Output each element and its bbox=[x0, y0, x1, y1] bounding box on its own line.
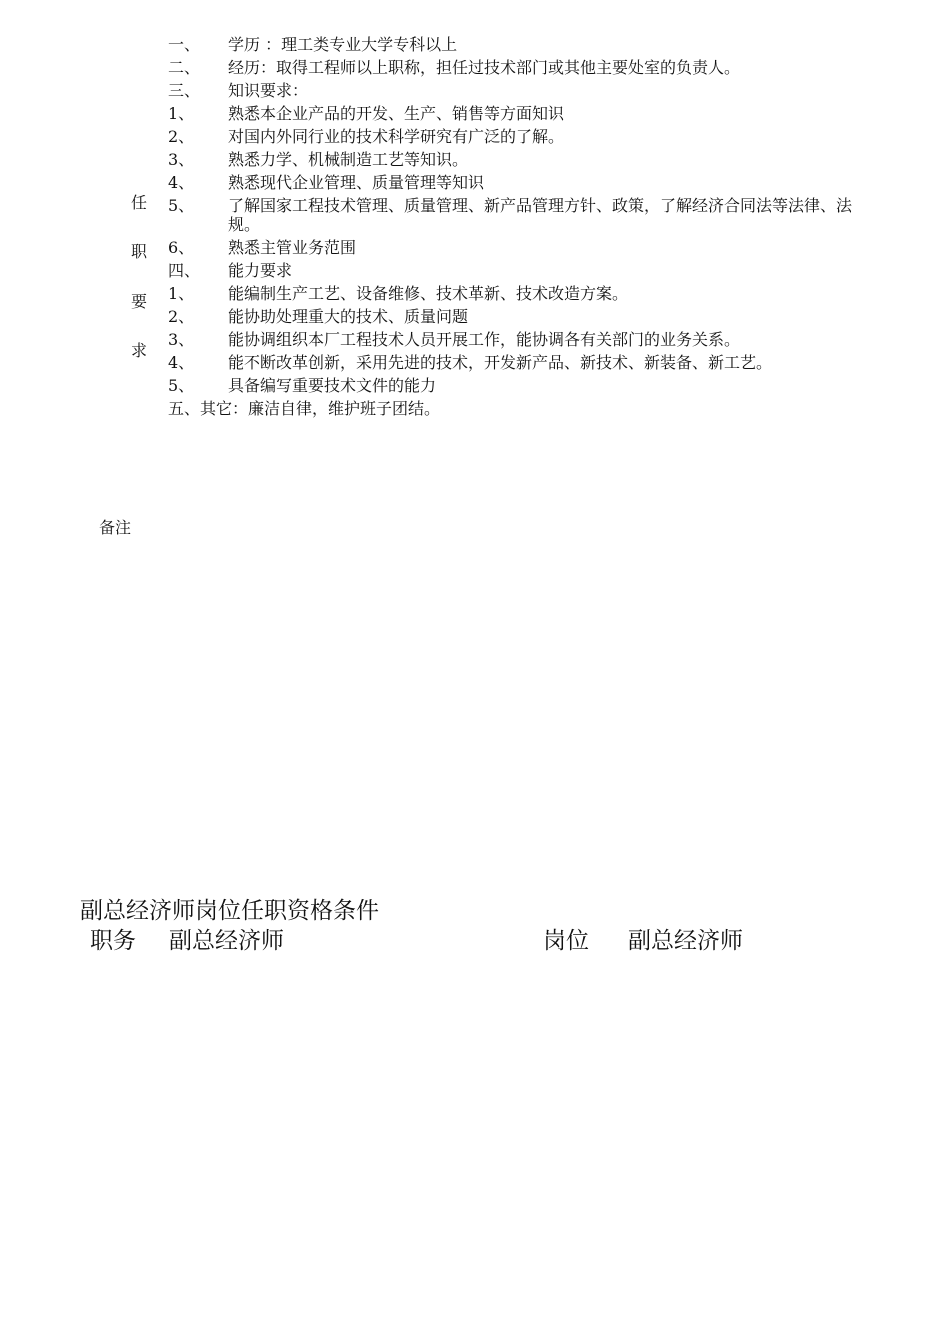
post-label: 岗位 bbox=[543, 928, 589, 954]
other-requirement: 五、其它：廉洁自律，维护班子团结。 bbox=[168, 399, 441, 418]
requirement-item bbox=[168, 33, 858, 56]
requirements-list bbox=[168, 33, 858, 420]
requirement-item bbox=[168, 305, 858, 328]
requirement-item bbox=[168, 259, 858, 282]
duty-value: 副总经济师 bbox=[169, 928, 284, 954]
requirement-number: 三、 bbox=[168, 81, 201, 100]
requirement-number: 3、 bbox=[168, 330, 195, 349]
requirement-item bbox=[168, 236, 858, 259]
requirement-number: 四、 bbox=[168, 261, 201, 280]
requirement-number: 2、 bbox=[168, 307, 195, 326]
requirement-item bbox=[168, 374, 858, 397]
requirement-item bbox=[168, 171, 858, 194]
requirement-text: 能协助处理重大的技术、质量问题 bbox=[228, 307, 469, 326]
requirement-number: 1、 bbox=[168, 284, 195, 303]
requirement-text: 具备编写重要技术文件的能力 bbox=[228, 376, 437, 395]
requirement-text: 熟悉力学、机械制造工艺等知识。 bbox=[228, 150, 469, 169]
requirement-text: 熟悉本企业产品的开发、生产、销售等方面知识 bbox=[228, 104, 565, 123]
requirement-text: 熟悉现代企业管理、质量管理等知识 bbox=[228, 173, 485, 192]
requirement-item bbox=[168, 351, 858, 374]
requirement-number: 4、 bbox=[168, 353, 195, 372]
requirement-number: 4、 bbox=[168, 173, 195, 192]
duty-label: 职务 bbox=[90, 928, 136, 954]
requirement-text: 经历：取得工程师以上职称，担任过技术部门或其他主要处室的负责人。 bbox=[228, 58, 741, 77]
requirement-item bbox=[168, 194, 858, 236]
requirement-text: 能协调组织本厂工程技术人员开展工作，能协调各有关部门的业务关系。 bbox=[228, 330, 741, 349]
requirement-text: 能编制生产工艺、设备维修、技术革新、技术改造方案。 bbox=[228, 284, 629, 303]
side-label-char-3: 要 bbox=[131, 292, 148, 311]
requirement-number: 6、 bbox=[168, 238, 195, 257]
remark-label: 备注 bbox=[99, 518, 132, 537]
requirement-text: 能力要求 bbox=[228, 261, 293, 280]
side-label-char-1: 任 bbox=[131, 193, 148, 212]
requirement-number: 3、 bbox=[168, 150, 195, 169]
requirement-text: 对国内外同行业的技术科学研究有广泛的了解。 bbox=[228, 127, 565, 146]
section-title: 副总经济师岗位任职资格条件 bbox=[80, 898, 379, 924]
requirement-item bbox=[168, 148, 858, 171]
requirement-number: 一、 bbox=[168, 35, 201, 54]
requirement-item bbox=[168, 282, 858, 305]
requirement-number: 二、 bbox=[168, 58, 201, 77]
requirement-number: 2、 bbox=[168, 127, 195, 146]
requirement-number: 1、 bbox=[168, 104, 195, 123]
requirement-text: 能不断改革创新，采用先进的技术，开发新产品、新技术、新装备、新工艺。 bbox=[228, 353, 773, 372]
requirement-text: 熟悉主管业务范围 bbox=[228, 238, 357, 257]
requirement-item bbox=[168, 56, 858, 79]
requirement-item bbox=[168, 328, 858, 351]
requirement-item bbox=[168, 79, 858, 102]
requirement-text: 学历 ：理工类专业大学专科以上 bbox=[228, 35, 458, 54]
post-value: 副总经济师 bbox=[628, 928, 743, 954]
requirement-text: 知识要求： bbox=[228, 81, 309, 100]
requirement-item bbox=[168, 102, 858, 125]
requirement-text: 了解国家工程技术管理、质量管理、新产品管理方针、政策，了解经济合同法等法律、法规。 bbox=[228, 196, 853, 234]
side-label-char-4: 求 bbox=[131, 341, 148, 360]
requirement-number: 5、 bbox=[168, 196, 195, 215]
side-label-char-2: 职 bbox=[131, 242, 148, 261]
requirement-item bbox=[168, 125, 858, 148]
requirement-number: 5、 bbox=[168, 376, 195, 395]
